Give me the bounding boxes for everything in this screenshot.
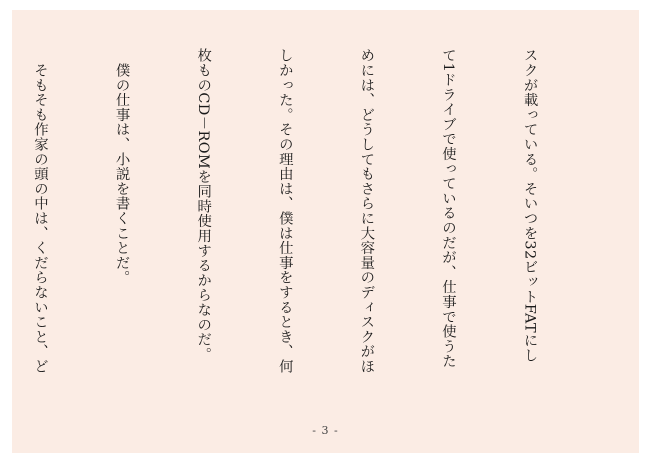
text-column: しかった。その理由は、僕は仕事をするとき、何 <box>276 48 293 374</box>
page-number: - 3 - <box>312 424 339 437</box>
body-text <box>0 48 597 386</box>
page <box>12 10 639 453</box>
text-column: そもそも作家の頭の中は、くだらないこと、ど <box>31 48 48 374</box>
text-column: 僕の仕事は、小説を書くことだ。 <box>113 48 130 285</box>
text-column: て1ドライブで使っているのだが、仕事で使うた <box>439 48 456 369</box>
text-column: めには、どうしてもさらに大容量のディスクがほ <box>358 48 375 374</box>
text-column: 枚ものCD－ROMを同時使用するからなのだ。 <box>195 48 212 362</box>
text-column: スクが載っている。そいつを32ビットFATにし <box>521 48 538 363</box>
